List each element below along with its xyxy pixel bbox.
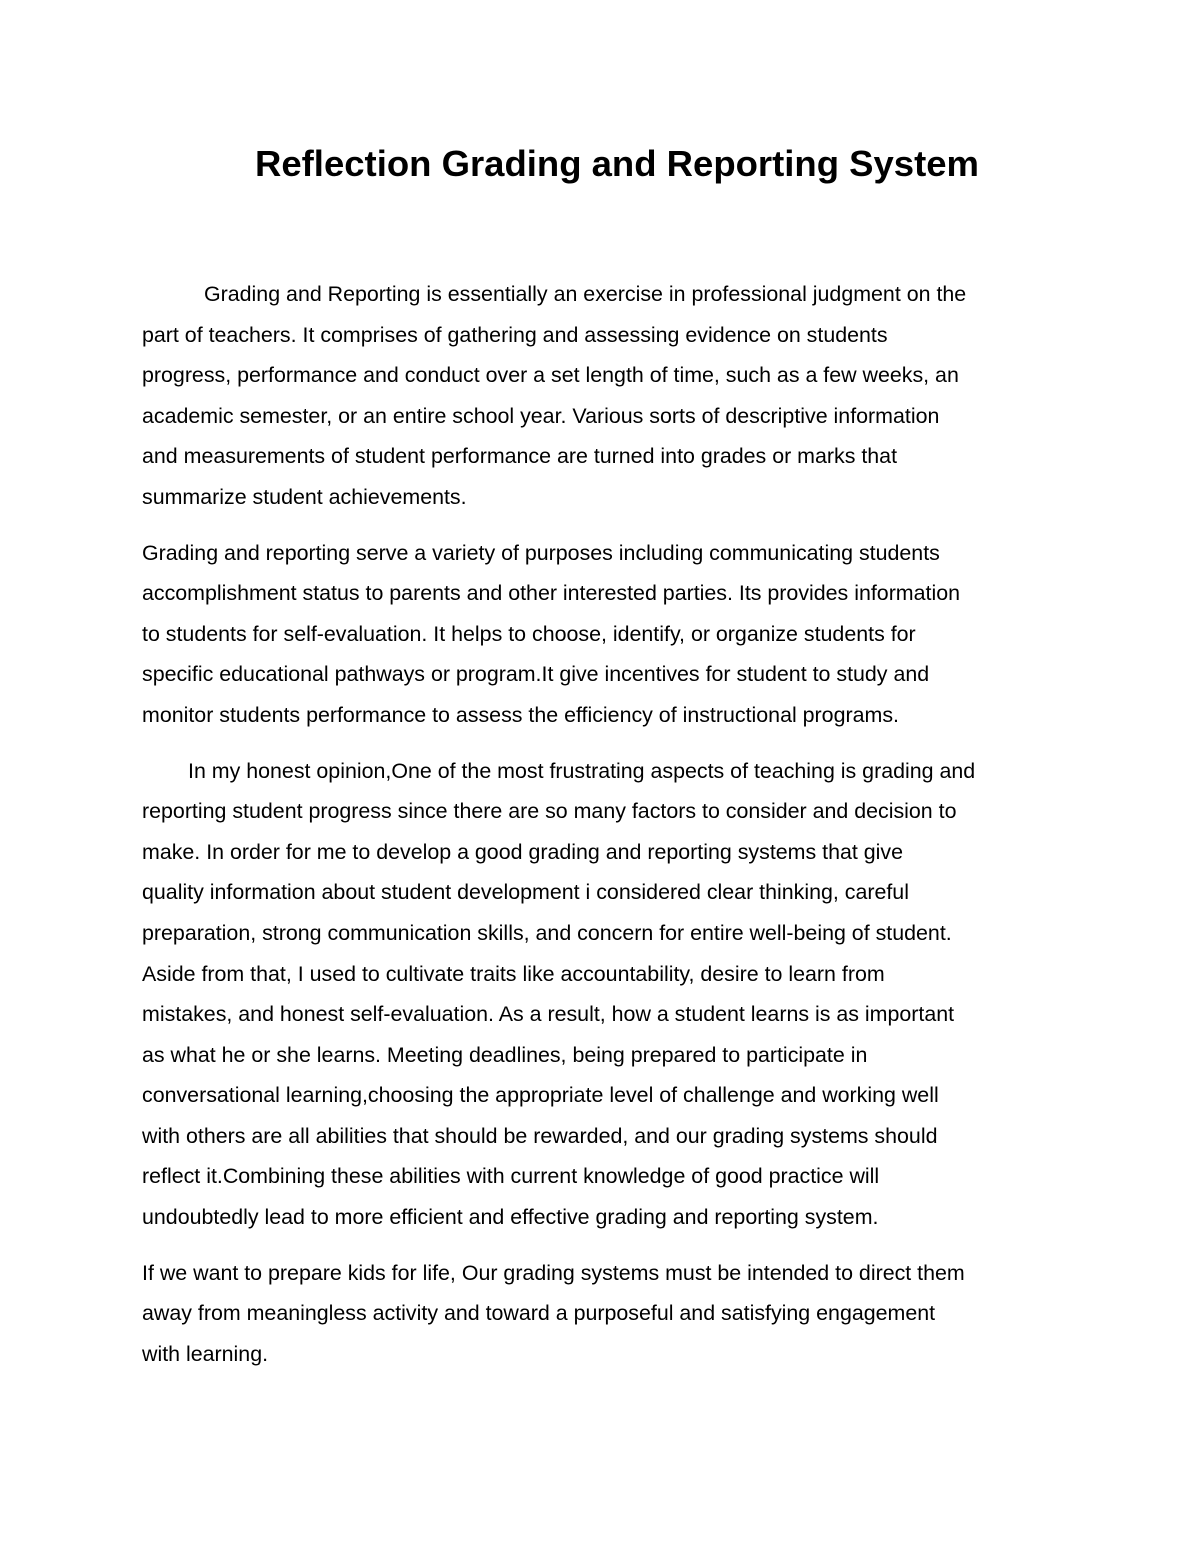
paragraph-line: part of teachers. It comprises of gathering and assessing evidence on students [142,322,888,347]
paragraph-line: specific educational pathways or program.It give incentives for student to study and [142,662,930,687]
paragraph-line: with others are all abilities that should be rewarded, and our grading systems should [142,1123,938,1148]
paragraph-line: reflect it.Combining these abilities with current knowledge of good practice will [142,1164,880,1189]
paragraph-2 [142,533,1062,736]
paragraph-line: away from meaningless activity and toward a purposeful and satisfying engagement [142,1301,936,1326]
paragraph-line: Grading and reporting serve a variety of purposes including communicating students [142,540,940,565]
document-title: Reflection Grading and Reporting System [254,143,979,184]
paragraph-line: In my honest opinion,One of the most frustrating aspects of teaching is grading and [188,758,976,783]
paragraph-line: If we want to prepare kids for life, Our grading systems must be intended to direct them [142,1260,965,1285]
paragraph-line: academic semester, or an entire school year. Various sorts of descriptive information [142,403,940,428]
paragraph-line: to students for self-evaluation. It helps to choose, identify, or organize students for [142,621,916,646]
paragraph-line: reporting student progress since there are so many factors to consider and decision to [142,799,957,824]
paragraph-line: preparation, strong communication skills, and concern for entire well-being of student. [142,920,952,945]
paragraph-1 [142,274,1062,518]
paragraph-line: Aside from that, I used to cultivate traits like accountability, desire to learn from [142,961,885,986]
paragraph-line: make. In order for me to develop a good grading and reporting systems that give [142,839,903,864]
paragraph-line: progress, performance and conduct over a set length of time, such as a few weeks, an [142,363,959,388]
paragraph-line: monitor students performance to assess the efficiency of instructional programs. [142,702,899,727]
paragraph-line: undoubtedly lead to more efficient and effective grading and reporting system. [142,1205,879,1230]
paragraph-line: as what he or she learns. Meeting deadlines, being prepared to participate in [142,1042,868,1067]
paragraph-line: with learning. [142,1341,269,1366]
paragraph-line: conversational learning,choosing the appropriate level of challenge and working well [142,1083,939,1108]
document-body [142,274,1062,1374]
paragraph-4 [142,1253,1062,1375]
paragraph-line: summarize student achievements. [142,484,467,509]
paragraph-line: and measurements of student performance are turned into grades or marks that [142,444,898,469]
paragraph-line: mistakes, and honest self-evaluation. As a result, how a student learns is as important [142,1002,955,1027]
paragraph-3 [142,751,1062,1238]
paragraph-line: accomplishment status to parents and other interested parties. Its provides information [142,581,961,606]
paragraph-line: quality information about student development i considered clear thinking, careful [142,880,909,905]
paragraph-line: Grading and Reporting is essentially an exercise in professional judgment on the [204,282,967,306]
